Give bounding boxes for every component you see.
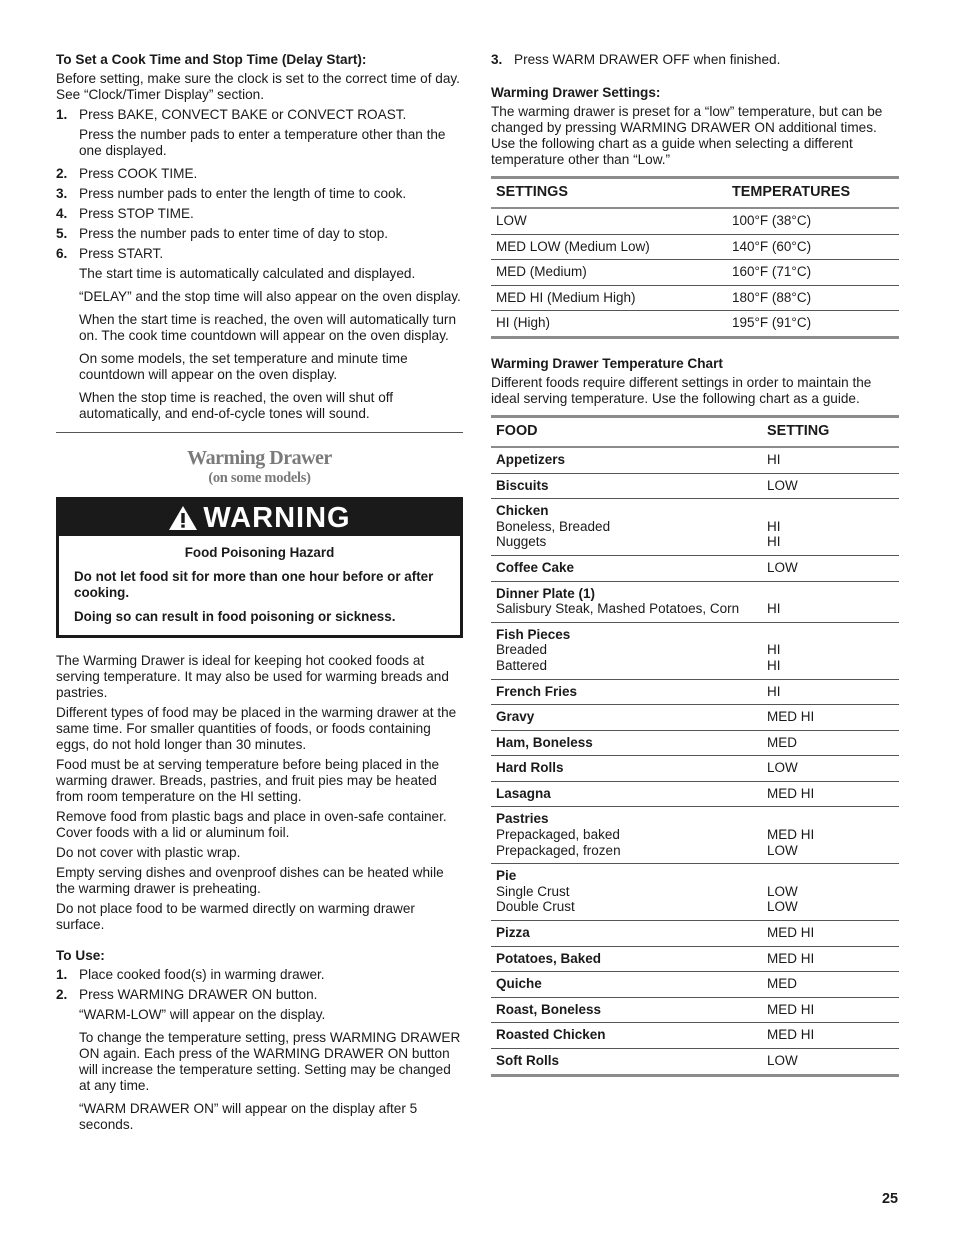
- food-col-header: FOOD: [491, 416, 762, 447]
- food-setting: HI: [767, 657, 781, 673]
- food-name: Gravy: [496, 709, 535, 725]
- food-setting: MED HI: [767, 1027, 815, 1043]
- step-4: [56, 206, 463, 222]
- body-paragraph: Do not cover with plastic wrap.: [56, 845, 241, 860]
- step-number: 5.: [56, 226, 68, 241]
- step-5: [56, 226, 463, 242]
- settings-table: [491, 176, 899, 339]
- delay-start-heading: To Set a Cook Time and Stop Time (Delay Start):: [56, 52, 367, 67]
- warning-triangle-icon: [168, 505, 198, 531]
- step-notes: [56, 127, 463, 159]
- step-note: The start time is automatically calculated and displayed.: [79, 266, 416, 281]
- setting-cell: [762, 622, 899, 679]
- food-cell: [491, 756, 762, 782]
- food-row: [491, 807, 899, 864]
- setting-cell: [762, 807, 899, 864]
- step-note: “DELAY” and the stop time will also appear on the oven display.: [79, 289, 461, 304]
- food-row: [491, 946, 899, 972]
- food-name: Hard Rolls: [496, 760, 564, 776]
- step-text: Press BAKE, CONVECT BAKE or CONVECT ROAST.: [79, 107, 407, 122]
- temperatures-col-header: TEMPERATURES: [727, 178, 899, 209]
- to-use-steps: [56, 967, 463, 1133]
- setting-cell: [762, 997, 899, 1023]
- setting-cell: [762, 864, 899, 921]
- food-setting: HI: [767, 642, 781, 658]
- food-name: Pie: [496, 868, 517, 884]
- food-cell: [491, 581, 762, 622]
- food-name: Soft Rolls: [496, 1053, 559, 1068]
- food-name: Pizza: [496, 925, 530, 941]
- food-name: Quiche: [496, 976, 542, 992]
- food-name: Roast, Boneless: [496, 1001, 602, 1017]
- setting-cell: [762, 473, 899, 499]
- food-setting: MED HI: [767, 709, 815, 725]
- step-note: Press the number pads to enter a temperature other than the one displayed.: [79, 127, 446, 158]
- step-note: “WARM-LOW” will appear on the display.: [79, 1007, 326, 1022]
- food-row: [491, 781, 899, 807]
- food-row: [491, 1049, 899, 1076]
- setting-cell: [762, 781, 899, 807]
- food-row: [491, 921, 899, 947]
- food-cell: [491, 555, 762, 581]
- food-setting: MED HI: [767, 827, 815, 843]
- warning-line-1: Do not let food sit for more than one hour before or after cooking.: [74, 569, 434, 600]
- food-setting: LOW: [767, 899, 798, 915]
- food-setting: LOW: [767, 1053, 798, 1068]
- food-setting: LOW: [767, 559, 798, 575]
- food-cell: [491, 997, 762, 1023]
- step-text: Press COOK TIME.: [79, 166, 198, 181]
- food-variant: Prepackaged, frozen: [496, 842, 621, 858]
- step-1: [56, 107, 463, 123]
- step-2: [56, 166, 463, 182]
- setting-cell: [762, 972, 899, 998]
- setting-name: MED HI (Medium High): [491, 285, 727, 311]
- setting-cell: [762, 1023, 899, 1049]
- section-subtitle: (on some models): [208, 470, 311, 486]
- warning-body: [59, 536, 460, 635]
- food-row: [491, 705, 899, 731]
- to-use-heading: To Use:: [56, 948, 105, 963]
- step-text: Press the number pads to enter time of day to stop.: [79, 226, 389, 241]
- food-variant: Battered: [496, 657, 548, 673]
- step-text: Press STOP TIME.: [79, 206, 194, 221]
- warning-header: [59, 500, 460, 536]
- food-name: Chicken: [496, 503, 549, 519]
- food-row: [491, 1023, 899, 1049]
- settings-row: [491, 208, 899, 234]
- setting-cell: [762, 499, 899, 556]
- setting-col-header: SETTING: [762, 416, 899, 447]
- food-row: [491, 555, 899, 581]
- food-setting: HI: [767, 518, 781, 534]
- settings-col-header: SETTINGS: [491, 178, 727, 209]
- step-number: 4.: [56, 206, 68, 221]
- food-header-row: [491, 416, 899, 447]
- food-name: French Fries: [496, 683, 578, 699]
- setting-name: LOW: [491, 208, 727, 234]
- food-setting: LOW: [767, 842, 798, 858]
- food-setting: HI: [767, 451, 781, 467]
- step-number: 3.: [56, 186, 68, 201]
- food-cell: [491, 705, 762, 731]
- setting-spacer: [767, 627, 894, 643]
- food-row: [491, 756, 899, 782]
- setting-cell: [762, 679, 899, 705]
- food-name: Lasagna: [496, 785, 551, 801]
- warning-hazard: Food Poisoning Hazard: [184, 545, 335, 560]
- food-setting: MED: [767, 734, 797, 750]
- body-paragraph: The Warming Drawer is ideal for keeping hot cooked foods at serving temperature. It may also be used for warming breads and pastries.: [56, 653, 449, 700]
- food-setting: MED HI: [767, 950, 815, 966]
- step-number: 2.: [56, 987, 68, 1002]
- setting-cell: [762, 756, 899, 782]
- food-name: Potatoes, Baked: [496, 950, 602, 966]
- step-note: “WARM DRAWER ON” will appear on the display after 5 seconds.: [79, 1101, 418, 1132]
- food-cell: [491, 447, 762, 473]
- food-cell: [491, 679, 762, 705]
- body-paragraph: Empty serving dishes and ovenproof dishes can be heated while the warming drawer is preheating.: [56, 865, 444, 896]
- food-table: [491, 415, 899, 1077]
- food-variant: Single Crust: [496, 883, 570, 899]
- food-row: [491, 730, 899, 756]
- step-text: Press START.: [79, 246, 164, 261]
- step-number: 6.: [56, 246, 68, 261]
- food-row: [491, 622, 899, 679]
- food-row: [491, 473, 899, 499]
- food-variant: Nuggets: [496, 534, 547, 550]
- food-name: Roasted Chicken: [496, 1027, 606, 1043]
- setting-name: MED (Medium): [491, 260, 727, 286]
- setting-cell: [762, 1049, 899, 1076]
- food-cell: [491, 972, 762, 998]
- food-cell: [491, 622, 762, 679]
- setting-name: HI (High): [491, 311, 727, 338]
- section-divider: [56, 432, 463, 433]
- settings-intro: The warming drawer is preset for a “low” temperature, but can be changed by pressing WARMING DRAWER ON additional times. Use the following chart as a guide when selecting a different temperature other than “Low.”: [491, 104, 883, 167]
- step-notes: [56, 266, 463, 422]
- food-setting: MED HI: [767, 1001, 815, 1017]
- food-cell: [491, 781, 762, 807]
- settings-row: [491, 234, 899, 260]
- food-name: Dinner Plate (1): [496, 585, 596, 601]
- setting-spacer: [767, 868, 894, 884]
- food-setting: LOW: [767, 883, 798, 899]
- section-title: Warming Drawer: [187, 447, 332, 469]
- step-note: On some models, the set temperature and minute time countdown will appear on the oven display.: [79, 351, 408, 382]
- food-name: Appetizers: [496, 451, 566, 467]
- setting-cell: [762, 921, 899, 947]
- step-1: [56, 967, 463, 983]
- step-notes: [56, 1007, 463, 1133]
- food-row: [491, 997, 899, 1023]
- step-3: [56, 186, 463, 202]
- setting-cell: [762, 447, 899, 473]
- settings-row: [491, 311, 899, 338]
- settings-row: [491, 285, 899, 311]
- step-note: To change the temperature setting, press WARMING DRAWER ON again. Each press of the WARMING DRAWER ON button will increase the temperature setting. Setting may be changed at any time.: [79, 1030, 461, 1093]
- warning-box: [56, 497, 463, 638]
- setting-temperature: 195°F (91°C): [727, 311, 899, 338]
- food-cell: [491, 946, 762, 972]
- setting-cell: [762, 555, 899, 581]
- step-number: 3.: [491, 52, 503, 67]
- food-cell: [491, 1023, 762, 1049]
- food-setting: HI: [767, 601, 781, 617]
- step-note: When the start time is reached, the oven will automatically turn on. The cook time countdown will appear on the oven display.: [79, 312, 457, 343]
- step-3: [491, 52, 899, 68]
- settings-header-row: [491, 178, 899, 209]
- food-variant: Prepackaged, baked: [496, 827, 620, 843]
- step-text: Place cooked food(s) in warming drawer.: [79, 967, 325, 982]
- food-cell: [491, 499, 762, 556]
- setting-cell: [762, 705, 899, 731]
- setting-spacer: [767, 503, 894, 519]
- food-row: [491, 447, 899, 473]
- food-setting: MED HI: [767, 785, 815, 801]
- page-number: 25: [881, 1191, 898, 1207]
- food-variant: Double Crust: [496, 899, 575, 915]
- settings-heading: Warming Drawer Settings:: [491, 85, 661, 100]
- warning-line-2: Doing so can result in food poisoning or sickness.: [74, 609, 396, 624]
- food-row: [491, 679, 899, 705]
- food-setting: HI: [767, 534, 781, 550]
- body-paragraph: Do not place food to be warmed directly on warming drawer surface.: [56, 901, 415, 932]
- food-row: [491, 864, 899, 921]
- food-row: [491, 499, 899, 556]
- setting-temperature: 140°F (60°C): [727, 234, 899, 260]
- step-2: [56, 987, 463, 1003]
- setting-temperature: 180°F (88°C): [727, 285, 899, 311]
- warming-drawer-paragraphs: [56, 653, 463, 933]
- step-text: Press number pads to enter the length of time to cook.: [79, 186, 407, 201]
- step-number: 2.: [56, 166, 68, 181]
- step-text: Press WARM DRAWER OFF when finished.: [514, 52, 781, 67]
- food-cell: [491, 730, 762, 756]
- food-name: Fish Pieces: [496, 626, 571, 642]
- setting-cell: [762, 581, 899, 622]
- food-setting: LOW: [767, 477, 798, 493]
- delay-start-intro: Before setting, make sure the clock is set to the correct time of day. See “Clock/Timer Display” section.: [56, 71, 460, 102]
- step-note: When the stop time is reached, the oven will shut off automatically, and end-of-cycle tones will sound.: [79, 390, 394, 421]
- body-paragraph: Food must be at serving temperature before being placed in the warming drawer. Breads, pastries, and fruit pies may be heated from room temperature on the HI setting.: [56, 757, 440, 804]
- food-name: Pastries: [496, 811, 549, 827]
- body-paragraph: Different types of food may be placed in the warming drawer at the same time. For smaller quantities of foods, or foods containing eggs, do not hold longer than 30 minutes.: [56, 705, 457, 752]
- food-name: Ham, Boneless: [496, 734, 593, 750]
- food-cell: [491, 807, 762, 864]
- step-6: [56, 246, 463, 262]
- body-paragraph: Remove food from plastic bags and place in oven-safe container. Cover foods with a lid or aluminum foil.: [56, 809, 447, 840]
- setting-cell: [762, 730, 899, 756]
- left-column: [56, 52, 463, 1140]
- setting-cell: [762, 946, 899, 972]
- food-setting: LOW: [767, 760, 798, 776]
- setting-temperature: 100°F (38°C): [727, 208, 899, 234]
- food-cell: [491, 921, 762, 947]
- food-row: [491, 972, 899, 998]
- setting-spacer: [767, 811, 894, 827]
- warning-title: WARNING: [203, 502, 351, 534]
- right-column: [491, 52, 899, 1077]
- setting-temperature: 160°F (71°C): [727, 260, 899, 286]
- food-variant: Boneless, Breaded: [496, 518, 611, 534]
- food-cell: [491, 473, 762, 499]
- delay-start-steps: [56, 107, 463, 422]
- step-number: 1.: [56, 107, 68, 122]
- food-setting: MED HI: [767, 925, 815, 941]
- food-name: Coffee Cake: [496, 559, 575, 575]
- food-variant: Salisbury Steak, Mashed Potatoes, Corn: [496, 601, 740, 617]
- food-variant: Breaded: [496, 642, 548, 658]
- food-name: Biscuits: [496, 477, 549, 493]
- food-row: [491, 581, 899, 622]
- food-cell: [491, 1049, 762, 1076]
- chart-heading: Warming Drawer Temperature Chart: [491, 355, 723, 371]
- settings-row: [491, 260, 899, 286]
- food-setting: HI: [767, 683, 781, 699]
- food-cell: [491, 864, 762, 921]
- food-setting: MED: [767, 976, 797, 992]
- setting-spacer: [767, 586, 894, 602]
- setting-name: MED LOW (Medium Low): [491, 234, 727, 260]
- step-text: Press WARMING DRAWER ON button.: [79, 987, 318, 1002]
- step-number: 1.: [56, 967, 68, 982]
- chart-intro: Different foods require different settings in order to maintain the ideal serving temperature. Use the following chart as a guide.: [491, 374, 872, 406]
